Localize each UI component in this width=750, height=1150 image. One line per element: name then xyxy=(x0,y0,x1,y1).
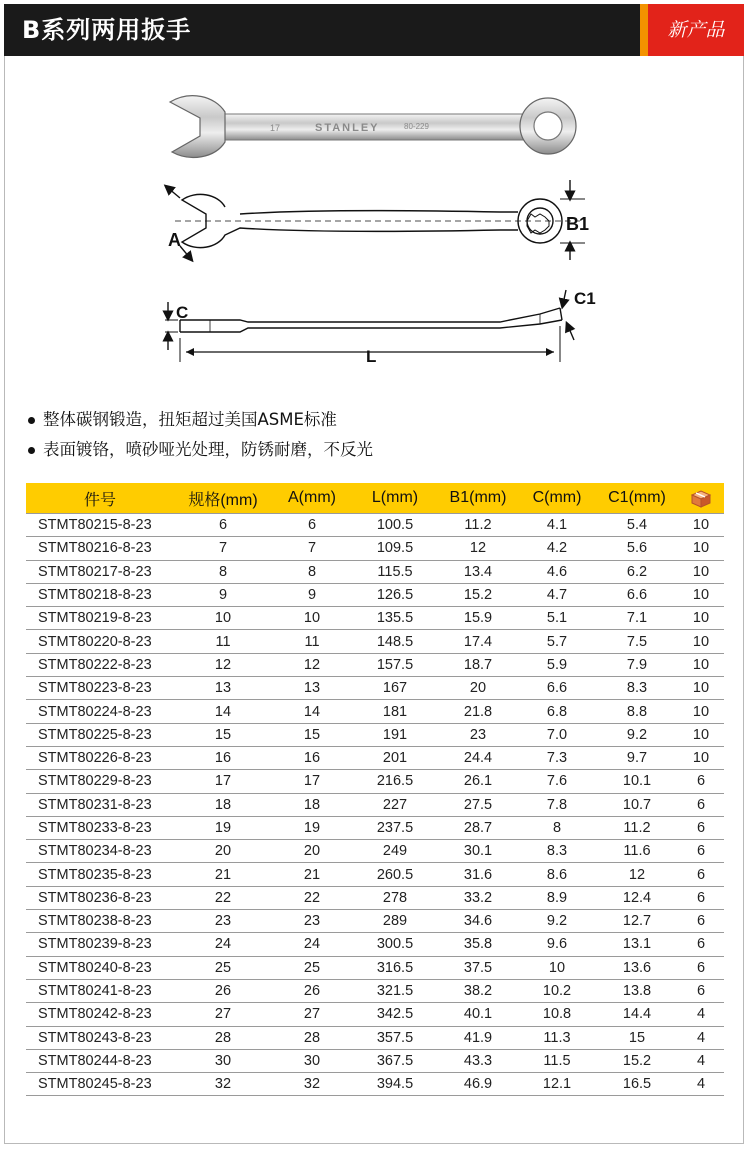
cell-c: 6.8 xyxy=(546,703,568,720)
cell-size: 27 xyxy=(214,1006,232,1023)
table-row xyxy=(26,607,724,630)
cell-c: 4.2 xyxy=(546,540,568,557)
cell-c: 10 xyxy=(548,959,566,976)
cell-c: 11.5 xyxy=(543,1052,571,1069)
cell-c: 11.3 xyxy=(543,1029,571,1046)
cell-size: 11 xyxy=(215,633,231,650)
cell-b1: 28.7 xyxy=(463,820,493,836)
feature-item xyxy=(28,405,373,435)
cell-a: 11 xyxy=(304,633,320,650)
box-icon xyxy=(690,488,712,508)
cell-b1: 43.3 xyxy=(463,1052,493,1069)
table-row xyxy=(26,654,724,677)
bullet-icon xyxy=(28,447,35,454)
spec-table xyxy=(26,483,724,1096)
table-row xyxy=(26,770,724,793)
cell-part-number: STMT80219-8-23 xyxy=(38,610,152,627)
cell-l: 167 xyxy=(382,680,408,697)
cell-box-qty: 10 xyxy=(692,633,710,650)
cell-box-qty: 10 xyxy=(692,610,710,627)
cell-l: 249 xyxy=(382,843,408,860)
cell-b1: 15.9 xyxy=(463,610,493,627)
cell-box-qty: 4 xyxy=(696,1029,706,1046)
cell-b1: 23 xyxy=(469,726,487,743)
cell-c1: 8.8 xyxy=(626,703,648,720)
header-c: C(mm) xyxy=(532,489,582,506)
cell-b1: 27.5 xyxy=(463,796,493,813)
cell-part-number: STMT80234-8-23 xyxy=(38,843,152,860)
cell-l: 216.5 xyxy=(376,773,414,790)
cell-part-number: STMT80218-8-23 xyxy=(38,587,152,604)
cell-b1: 26.1 xyxy=(463,773,493,790)
cell-c1: 6.6 xyxy=(626,587,648,604)
cell-size: 19 xyxy=(214,820,232,836)
cell-c1: 10.7 xyxy=(622,796,652,813)
cell-part-number: STMT80229-8-23 xyxy=(38,773,152,790)
table-row xyxy=(26,514,724,537)
cell-part-number: STMT80216-8-23 xyxy=(38,540,152,557)
cell-box-qty: 6 xyxy=(696,843,706,860)
table-row xyxy=(26,840,724,863)
cell-size: 7 xyxy=(218,540,228,557)
cell-size: 22 xyxy=(214,889,232,906)
engraving-code: 80-229 xyxy=(404,122,429,131)
cell-box-qty: 10 xyxy=(692,726,710,743)
table-row xyxy=(26,630,724,653)
cell-c: 12.1 xyxy=(542,1076,572,1093)
cell-l: 342.5 xyxy=(376,1006,414,1023)
cell-part-number: STMT80226-8-23 xyxy=(38,750,152,767)
cell-part-number: STMT80242-8-23 xyxy=(38,1006,152,1023)
cell-size: 13 xyxy=(214,680,232,697)
table-row xyxy=(26,957,724,980)
cell-c: 7.6 xyxy=(546,773,568,790)
cell-l: 367.5 xyxy=(376,1052,414,1069)
cell-c1: 9.7 xyxy=(626,750,648,767)
cell-box-qty: 10 xyxy=(692,517,710,534)
cell-size: 14 xyxy=(214,703,232,720)
cell-b1: 31.6 xyxy=(463,866,493,883)
cell-box-qty: 6 xyxy=(696,773,706,790)
feature-list xyxy=(28,405,373,465)
label-c1: C1 xyxy=(574,289,596,308)
cell-box-qty: 10 xyxy=(692,587,710,604)
cell-c1: 13.8 xyxy=(622,983,652,1000)
cell-c: 8.3 xyxy=(546,843,568,860)
cell-c: 7.3 xyxy=(546,750,568,767)
cell-a: 27 xyxy=(303,1006,321,1023)
cell-c: 6.6 xyxy=(546,680,568,697)
cell-l: 316.5 xyxy=(376,959,414,976)
cell-part-number: STMT80239-8-23 xyxy=(38,936,152,953)
cell-l: 100.5 xyxy=(376,517,414,534)
cell-size: 6 xyxy=(218,517,228,534)
cell-l: 109.5 xyxy=(376,540,414,557)
cell-c: 8 xyxy=(552,820,562,836)
cell-c: 8.6 xyxy=(546,866,568,883)
label-l: L xyxy=(366,347,377,366)
cell-l: 237.5 xyxy=(376,820,414,836)
cell-b1: 34.6 xyxy=(463,913,493,930)
cell-box-qty: 6 xyxy=(696,983,706,1000)
cell-a: 28 xyxy=(303,1029,321,1046)
cell-c1: 14.4 xyxy=(622,1006,652,1023)
cell-l: 201 xyxy=(382,750,408,767)
cell-part-number: STMT80238-8-23 xyxy=(38,913,152,930)
cell-c1: 10.1 xyxy=(622,773,652,790)
header-box-qty xyxy=(678,488,724,508)
table-row xyxy=(26,537,724,560)
table-row xyxy=(26,1003,724,1026)
table-row xyxy=(26,700,724,723)
table-row xyxy=(26,887,724,910)
cell-box-qty: 6 xyxy=(696,796,706,813)
cell-size: 23 xyxy=(214,913,232,930)
table-row xyxy=(26,1050,724,1073)
table-row xyxy=(26,747,724,770)
table-row xyxy=(26,794,724,817)
table-row xyxy=(26,561,724,584)
cell-c1: 13.1 xyxy=(622,936,652,953)
cell-l: 300.5 xyxy=(376,936,414,953)
label-c: C xyxy=(176,303,189,322)
cell-a: 30 xyxy=(303,1052,321,1069)
cell-part-number: STMT80241-8-23 xyxy=(38,983,152,1000)
cell-l: 148.5 xyxy=(376,633,414,650)
table-row xyxy=(26,933,724,956)
cell-a: 18 xyxy=(303,796,321,813)
cell-c: 7.0 xyxy=(546,726,568,743)
cell-size: 28 xyxy=(214,1029,232,1046)
cell-size: 16 xyxy=(214,750,232,767)
header-bar xyxy=(4,4,744,56)
cell-b1: 13.4 xyxy=(463,563,493,580)
cell-box-qty: 6 xyxy=(696,959,706,976)
cell-l: 394.5 xyxy=(376,1076,414,1093)
cell-c1: 15 xyxy=(628,1029,646,1046)
cell-b1: 21.8 xyxy=(463,703,493,720)
cell-part-number: STMT80240-8-23 xyxy=(38,959,152,976)
cell-c1: 16.5 xyxy=(622,1076,652,1093)
wrench-diagram xyxy=(0,70,750,390)
cell-a: 13 xyxy=(303,680,321,697)
cell-c: 4.7 xyxy=(546,587,568,604)
cell-b1: 40.1 xyxy=(463,1006,493,1023)
cell-part-number: STMT80220-8-23 xyxy=(38,633,152,650)
cell-b1: 33.2 xyxy=(463,889,493,906)
cell-part-number: STMT80223-8-23 xyxy=(38,680,152,697)
cell-part-number: STMT80225-8-23 xyxy=(38,726,152,743)
cell-c1: 12.4 xyxy=(622,889,652,906)
new-product-label: 新产品 xyxy=(667,19,725,41)
cell-box-qty: 6 xyxy=(696,866,706,883)
feature-text: 整体碳钢锻造，扭矩超过美国ASME标准 xyxy=(43,410,337,429)
cell-l: 157.5 xyxy=(376,656,414,673)
cell-size: 17 xyxy=(214,773,232,790)
cell-c1: 5.6 xyxy=(626,540,648,557)
cell-size: 30 xyxy=(214,1052,232,1069)
cell-c: 8.9 xyxy=(546,889,568,906)
cell-l: 321.5 xyxy=(376,983,414,1000)
cell-box-qty: 10 xyxy=(692,540,710,557)
cell-c1: 7.5 xyxy=(626,633,648,650)
feature-item xyxy=(28,435,373,465)
cell-size: 15 xyxy=(214,726,232,743)
cell-part-number: STMT80222-8-23 xyxy=(38,656,152,673)
cell-a: 21 xyxy=(303,866,321,883)
cell-b1: 38.2 xyxy=(463,983,493,1000)
header-c1: C1(mm) xyxy=(608,489,666,506)
cell-a: 8 xyxy=(307,563,317,580)
wrench-top-view xyxy=(168,180,585,260)
cell-c1: 11.2 xyxy=(623,820,651,836)
wrench-photo xyxy=(170,96,576,158)
cell-a: 19 xyxy=(303,820,321,836)
cell-l: 289 xyxy=(382,913,408,930)
table-row xyxy=(26,677,724,700)
engraving-size: 17 xyxy=(270,123,281,133)
cell-part-number: STMT80235-8-23 xyxy=(38,866,152,883)
cell-box-qty: 6 xyxy=(696,913,706,930)
cell-l: 357.5 xyxy=(376,1029,414,1046)
badge-accent-strip xyxy=(640,4,648,56)
cell-box-qty: 4 xyxy=(696,1006,706,1023)
cell-b1: 46.9 xyxy=(463,1076,493,1093)
cell-a: 9 xyxy=(307,587,317,604)
cell-c: 4.1 xyxy=(546,517,568,534)
cell-a: 14 xyxy=(303,703,321,720)
cell-c1: 5.4 xyxy=(626,517,648,534)
table-header xyxy=(26,483,724,514)
cell-l: 181 xyxy=(382,703,408,720)
cell-box-qty: 10 xyxy=(692,680,710,697)
table-row xyxy=(26,1027,724,1050)
cell-part-number: STMT80236-8-23 xyxy=(38,889,152,906)
cell-box-qty: 10 xyxy=(692,750,710,767)
cell-c1: 12 xyxy=(628,866,646,883)
table-body xyxy=(26,514,724,1096)
cell-c1: 9.2 xyxy=(626,726,648,743)
cell-a: 26 xyxy=(303,983,321,1000)
cell-size: 12 xyxy=(214,656,232,673)
cell-size: 18 xyxy=(214,796,232,813)
table-row xyxy=(26,724,724,747)
cell-b1: 18.7 xyxy=(463,656,493,673)
cell-part-number: STMT80233-8-23 xyxy=(38,820,152,836)
cell-box-qty: 4 xyxy=(696,1052,706,1069)
cell-b1: 41.9 xyxy=(463,1029,493,1046)
cell-l: 227 xyxy=(382,796,408,813)
table-row xyxy=(26,584,724,607)
cell-size: 24 xyxy=(214,936,232,953)
cell-c: 9.2 xyxy=(546,913,568,930)
cell-a: 7 xyxy=(307,540,317,557)
bullet-icon xyxy=(28,417,35,424)
cell-c1: 15.2 xyxy=(622,1052,652,1069)
cell-l: 126.5 xyxy=(376,587,414,604)
table-row xyxy=(26,817,724,840)
cell-l: 191 xyxy=(382,726,408,743)
cell-size: 9 xyxy=(218,587,228,604)
table-row xyxy=(26,1073,724,1096)
cell-c: 5.9 xyxy=(546,656,568,673)
cell-size: 26 xyxy=(214,983,232,1000)
cell-box-qty: 4 xyxy=(696,1076,706,1093)
page-title: B系列两用扳手 xyxy=(22,16,192,44)
cell-size: 25 xyxy=(214,959,232,976)
cell-c1: 7.1 xyxy=(626,610,648,627)
cell-b1: 20 xyxy=(469,680,487,697)
cell-box-qty: 6 xyxy=(696,889,706,906)
feature-text: 表面镀铬，喷砂哑光处理，防锈耐磨，不反光 xyxy=(43,440,373,459)
cell-c1: 12.7 xyxy=(622,913,652,930)
cell-l: 135.5 xyxy=(376,610,414,627)
cell-b1: 30.1 xyxy=(463,843,493,860)
label-b1: B1 xyxy=(566,214,590,234)
cell-a: 12 xyxy=(303,656,321,673)
header-l: L(mm) xyxy=(371,489,419,506)
table-row xyxy=(26,863,724,886)
cell-a: 16 xyxy=(303,750,321,767)
cell-b1: 37.5 xyxy=(463,959,493,976)
cell-c1: 6.2 xyxy=(626,563,648,580)
cell-box-qty: 10 xyxy=(692,563,710,580)
cell-a: 32 xyxy=(303,1076,321,1093)
cell-b1: 35.8 xyxy=(463,936,493,953)
cell-c: 7.8 xyxy=(546,796,568,813)
header-part-number: 件号 xyxy=(83,491,116,509)
cell-l: 115.5 xyxy=(377,563,413,580)
cell-a: 10 xyxy=(303,610,321,627)
cell-box-qty: 10 xyxy=(692,656,710,673)
cell-b1: 17.4 xyxy=(463,633,493,650)
cell-c: 5.7 xyxy=(546,633,568,650)
new-product-badge xyxy=(640,4,744,56)
header-size: 规格(mm) xyxy=(188,491,258,509)
cell-part-number: STMT80245-8-23 xyxy=(38,1076,152,1093)
cell-box-qty: 10 xyxy=(692,703,710,720)
cell-a: 25 xyxy=(303,959,321,976)
cell-c: 5.1 xyxy=(546,610,568,627)
cell-b1: 12 xyxy=(469,540,487,557)
cell-a: 6 xyxy=(307,517,317,534)
cell-c: 10.2 xyxy=(542,983,572,1000)
cell-part-number: STMT80224-8-23 xyxy=(38,703,152,720)
table-row xyxy=(26,910,724,933)
cell-part-number: STMT80231-8-23 xyxy=(38,796,152,813)
engraving-brand: STANLEY xyxy=(315,122,380,134)
cell-box-qty: 6 xyxy=(696,936,706,953)
cell-c1: 7.9 xyxy=(626,656,648,673)
cell-size: 10 xyxy=(214,610,232,627)
wrench-illustration xyxy=(0,70,750,390)
cell-c1: 11.6 xyxy=(623,843,651,860)
cell-a: 22 xyxy=(303,889,321,906)
cell-b1: 11.2 xyxy=(464,517,492,534)
cell-c: 9.6 xyxy=(546,936,568,953)
cell-a: 17 xyxy=(303,773,321,790)
cell-a: 23 xyxy=(303,913,321,930)
cell-size: 20 xyxy=(214,843,232,860)
cell-a: 20 xyxy=(303,843,321,860)
cell-a: 15 xyxy=(303,726,321,743)
cell-l: 260.5 xyxy=(376,866,414,883)
cell-c1: 8.3 xyxy=(626,680,648,697)
cell-b1: 15.2 xyxy=(463,587,493,604)
cell-size: 21 xyxy=(214,866,232,883)
cell-l: 278 xyxy=(382,889,408,906)
label-a: A xyxy=(168,230,181,250)
cell-a: 24 xyxy=(303,936,321,953)
cell-b1: 24.4 xyxy=(463,750,493,767)
cell-c: 4.6 xyxy=(546,563,568,580)
cell-box-qty: 6 xyxy=(696,820,706,836)
cell-size: 32 xyxy=(214,1076,232,1093)
cell-c: 10.8 xyxy=(542,1006,572,1023)
cell-part-number: STMT80244-8-23 xyxy=(38,1052,152,1069)
cell-size: 8 xyxy=(218,563,228,580)
header-a: A(mm) xyxy=(288,489,336,506)
cell-part-number: STMT80243-8-23 xyxy=(38,1029,152,1046)
cell-c1: 13.6 xyxy=(622,959,652,976)
table-row xyxy=(26,980,724,1003)
cell-part-number: STMT80215-8-23 xyxy=(38,517,152,534)
header-b1: B1(mm) xyxy=(449,489,507,506)
cell-part-number: STMT80217-8-23 xyxy=(38,563,152,580)
